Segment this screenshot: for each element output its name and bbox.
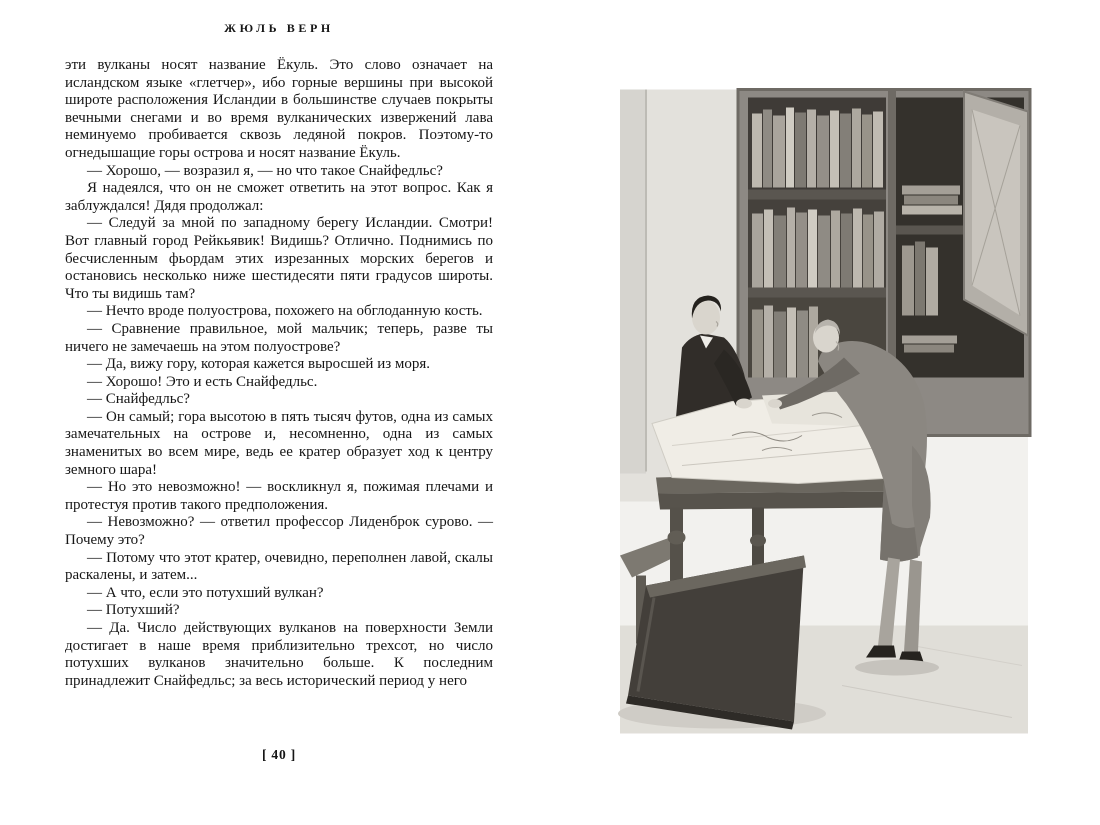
bookshelf-books-row1 bbox=[752, 108, 883, 188]
bookshelf-books-row2 bbox=[752, 208, 884, 288]
paragraph: — Да. Число действующих вулканов на поверхности Земли достигает в наше время приблизительно трехсот, но число потухших вулканов значительно больше. К последним принадлежит Снайфедльс; за весь исторический период у него bbox=[65, 620, 493, 689]
open-cabinet-door bbox=[964, 92, 1028, 336]
paragraph: — Но это невозможно! — воскликнул я, пожимая плечами и протестуя против такого предположения. bbox=[65, 479, 493, 513]
paragraph: эти вулканы носят название Ёкуль. Это слово означает на исландском языке «глетчер», ибо горные вершины при высокой широте расположения Исландии в большинстве случаев покрыты вечными снегами и во время вулканических извержений лава неминуемо пробивается сквозь ледяной покров. Поэтому-то огнедышащие горы острова и носят название Ёкуль. bbox=[65, 57, 493, 161]
running-head: ЖЮЛЬ ВЕРН bbox=[224, 21, 334, 35]
page-number: [ 40 ] bbox=[261, 747, 297, 762]
paragraph: — Потухший? bbox=[87, 602, 180, 619]
paragraph: — Невозможно? — ответил профессор Лиденброк сурово. — Почему это? bbox=[65, 514, 493, 549]
paragraph: — Да, вижу гору, которая кажется выросшей из моря. bbox=[87, 356, 431, 373]
illustration-drawing bbox=[612, 84, 1036, 742]
paragraph: — Нечто вроде полуострова, похожего на обглоданную кость. bbox=[87, 303, 483, 320]
paragraph: — Потому что этот кратер, очевидно, переполнен лавой, скалы раскалены, и затем... bbox=[65, 549, 493, 584]
paragraph: — Он самый; гора высотою в пять тысяч футов, одна из самых замечательных на острове и, несомненно, одна из самых знаменитых во всем мире, ведь ее кратер образует ход к центру земного шара! bbox=[65, 408, 493, 478]
paragraph: — Сравнение правильное, мой мальчик; теперь, разве ты ничего не замечаешь на этом полуострове? bbox=[65, 320, 493, 355]
paragraph: Я надеялся, что он не сможет ответить на этот вопрос. Как я заблуждался! Дядя продолжал: bbox=[65, 180, 493, 214]
paragraph: — Хорошо, — возразил я, — но что такое Снайфедльс? bbox=[87, 162, 443, 179]
paragraph: — Хорошо! Это и есть Снайфедльс. bbox=[87, 373, 318, 390]
book-illustration bbox=[612, 84, 1036, 742]
paragraph: — А что, если это потухший вулкан? bbox=[87, 584, 324, 601]
paragraph: — Снайфедльс? bbox=[87, 391, 190, 408]
paragraph: — Следуй за мной по западному берегу Исландии. Смотри! Вот главный город Рейкьявик! Видишь? Отлично. Поднимись по бесчисленным фьордам этих изрезанных морских берегов и остановись несколько ниже шестидесяти пяти градусов широты. Что ты видишь там? bbox=[65, 215, 493, 302]
text-block bbox=[65, 57, 493, 690]
